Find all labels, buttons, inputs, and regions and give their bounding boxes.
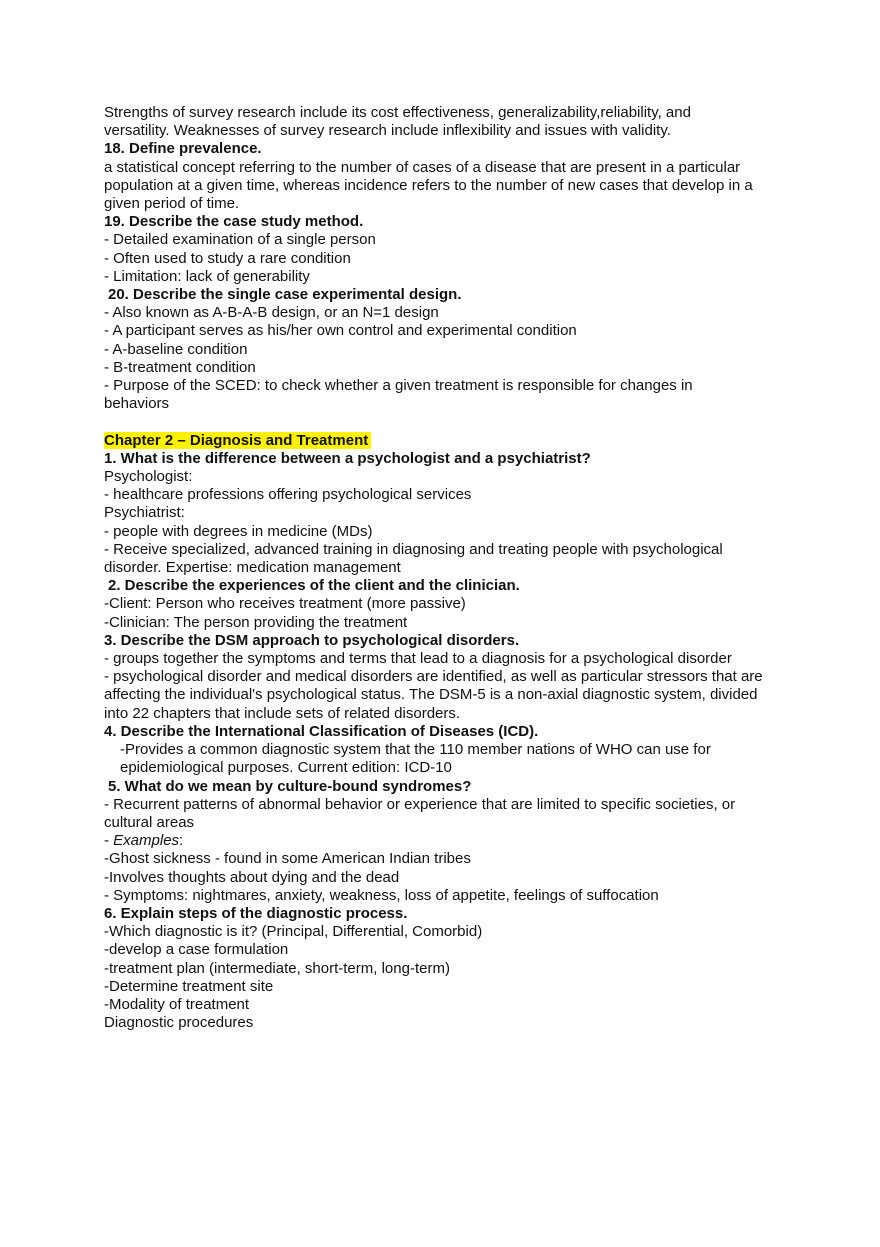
- document-body: [104, 104, 784, 1032]
- q1-line: - healthcare professions offering psychological services: [104, 486, 472, 504]
- q19-heading: 19. Describe the case study method.: [104, 213, 364, 231]
- q3-heading: 3. Describe the DSM approach to psychological disorders.: [104, 631, 520, 649]
- q1-line: Psychiatrist:: [104, 504, 185, 522]
- q20-item: - B-treatment condition: [104, 358, 256, 376]
- q20-item: - Also known as A-B-A-B design, or an N=1 design: [104, 304, 439, 322]
- q5-item: -Ghost sickness - found in some American Indian tribes: [104, 850, 471, 868]
- q20-item: - A participant serves as his/her own control and experimental condition: [104, 322, 577, 340]
- q6-item: -develop a case formulation: [104, 941, 289, 959]
- q6-item: -Modality of treatment: [104, 995, 250, 1013]
- q20-heading: 20. Describe the single case experimental design.: [108, 286, 462, 304]
- q20-item: - Purpose of the SCED: to check whether a given treatment is responsible for changes in behaviors: [104, 377, 693, 413]
- q6-item: -treatment plan (intermediate, short-term, long-term): [104, 959, 450, 977]
- q18-answer: a statistical concept referring to the number of cases of a disease that are present in a particular population at a given time, whereas incidence refers to the number of new cases that develop in a given period of time.: [104, 158, 753, 213]
- survey-text-line-2: versatility. Weaknesses of survey research include inflexibility and issues with validity.: [104, 122, 671, 140]
- q6-item: -Which diagnostic is it? (Principal, Differential, Comorbid): [104, 923, 483, 941]
- q6-item: -Determine treatment site: [104, 977, 274, 995]
- q2-line: -Client: Person who receives treatment (more passive): [104, 595, 466, 613]
- survey-text-line-1: Strengths of survey research include its cost effectiveness, generalizability,reliability, and: [104, 104, 691, 121]
- q1-line: - people with degrees in medicine (MDs): [104, 522, 373, 540]
- q5-heading: 5. What do we mean by culture-bound syndromes?: [108, 777, 472, 795]
- q3-line: - psychological disorder and medical disorders are identified, as well as particular stressors that are affecting the individual's psychological status. The DSM-5 is a non-axial diagnostic system, divided into 22 chapters that include sets of related disorders.: [104, 668, 763, 722]
- q2-heading: 2. Describe the experiences of the client and the clinician.: [108, 577, 520, 595]
- q6-heading: 6. Explain steps of the diagnostic process.: [104, 904, 408, 922]
- q5-examples-prefix: -: [104, 832, 114, 850]
- chapter-title: Chapter 2 – Diagnosis and Treatment: [104, 432, 371, 449]
- q1-line: Psychologist:: [104, 468, 193, 486]
- chapter-title-line: [104, 432, 784, 450]
- q19-item: - Limitation: lack of generability: [104, 267, 310, 285]
- q18-heading: 18. Define prevalence.: [104, 140, 262, 158]
- q6-item: Diagnostic procedures: [104, 1014, 254, 1032]
- q5-item: - Symptoms: nightmares, anxiety, weakness, loss of appetite, feelings of suffocation: [104, 886, 659, 904]
- q5-examples-suffix: :: [179, 832, 184, 850]
- q3-line: - groups together the symptoms and terms that lead to a diagnosis for a psychological disorder: [104, 650, 732, 668]
- q2-line: -Clinician: The person providing the treatment: [104, 613, 408, 631]
- q20-item: - A-baseline condition: [104, 340, 248, 358]
- q5-line: - Recurrent patterns of abnormal behavior or experience that are limited to specific societies, or cultural areas: [104, 795, 736, 831]
- q1-heading: 1. What is the difference between a psychologist and a psychiatrist?: [104, 449, 591, 467]
- q4-text: -Provides a common diagnostic system that the 110 member nations of WHO can use for epidemiological purposes. Current edition: ICD-10: [120, 741, 711, 777]
- section-gap: [104, 413, 784, 431]
- q5-item: -Involves thoughts about dying and the dead: [104, 868, 400, 886]
- q4-heading: 4. Describe the International Classification of Diseases (ICD).: [104, 722, 539, 740]
- q5-examples-label: Examples: [113, 832, 180, 850]
- q5-examples-line: [104, 832, 784, 850]
- q19-item: - Often used to study a rare condition: [104, 249, 351, 267]
- q1-line: - Receive specialized, advanced training in diagnosing and treating people with psychological disorder. Expertise: medication management: [104, 540, 723, 577]
- q19-item: - Detailed examination of a single person: [104, 231, 376, 249]
